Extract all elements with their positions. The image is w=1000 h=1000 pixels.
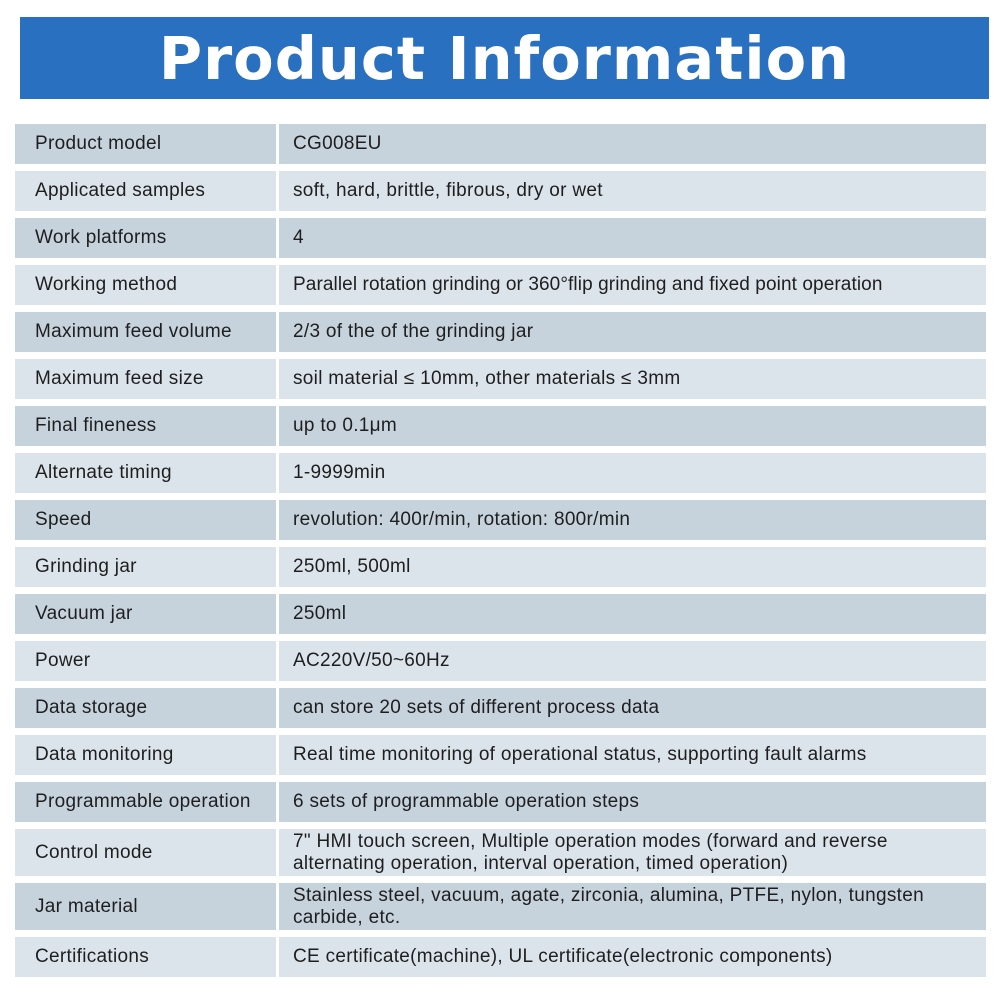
spec-value: can store 20 sets of different process data — [293, 697, 660, 718]
spec-value: AC220V/50~60Hz — [293, 650, 450, 671]
spec-value: Real time monitoring of operational status, supporting fault alarms — [293, 744, 867, 765]
spec-label: Speed — [15, 500, 279, 540]
spec-value: CE certificate(machine), UL certificate(electronic components) — [293, 946, 833, 967]
spec-label: Working method — [15, 265, 279, 305]
spec-row-working-method — [15, 265, 986, 305]
spec-value: 250ml — [293, 603, 347, 624]
spec-value: 2/3 of the of the grinding jar — [293, 321, 534, 342]
spec-row-grinding-jar — [15, 547, 986, 587]
spec-value: up to 0.1μm — [293, 415, 398, 436]
spec-row-jar-material — [15, 883, 986, 930]
spec-value: 4 — [293, 227, 304, 248]
spec-label: Vacuum jar — [15, 594, 279, 634]
spec-row-power — [15, 641, 986, 681]
spec-label: Data storage — [15, 688, 279, 728]
spec-label: Jar material — [15, 883, 279, 930]
spec-row-speed — [15, 500, 986, 540]
spec-row-final-fineness — [15, 406, 986, 446]
spec-label: Product model — [15, 124, 279, 164]
spec-value: Stainless steel, vacuum, agate, zirconia, alumina, PTFE, nylon, tungsten carbide, etc. — [293, 884, 924, 928]
spec-label: Power — [15, 641, 279, 681]
spec-label: Maximum feed size — [15, 359, 279, 399]
spec-label: Final fineness — [15, 406, 279, 446]
spec-label: Work platforms — [15, 218, 279, 258]
spec-label: Maximum feed volume — [15, 312, 279, 352]
spec-label: Programmable operation — [15, 782, 279, 822]
spec-table — [15, 124, 986, 984]
spec-value: CG008EU — [293, 133, 382, 154]
spec-label: Certifications — [15, 937, 279, 977]
spec-value: 6 sets of programmable operation steps — [293, 791, 640, 812]
spec-value: soil material ≤ 10mm, other materials ≤ 3mm — [293, 368, 681, 389]
spec-row-product-model — [15, 124, 986, 164]
spec-row-alternate-timing — [15, 453, 986, 493]
spec-row-control-mode — [15, 829, 986, 876]
spec-value: 7" HMI touch screen, Multiple operation modes (forward and reverse alternating operation, interval operation, timed operation) — [293, 830, 888, 874]
spec-row-work-platforms — [15, 218, 986, 258]
spec-row-vacuum-jar — [15, 594, 986, 634]
spec-label: Grinding jar — [15, 547, 279, 587]
page-title: Product Information — [158, 23, 851, 93]
spec-row-applicated-samples — [15, 171, 986, 211]
spec-value: soft, hard, brittle, fibrous, dry or wet — [293, 180, 603, 201]
spec-value: Parallel rotation grinding or 360°flip grinding and fixed point operation — [293, 274, 883, 295]
spec-row-programmable-operation — [15, 782, 986, 822]
spec-value: 1-9999min — [293, 462, 386, 483]
spec-label: Data monitoring — [15, 735, 279, 775]
spec-row-data-storage — [15, 688, 986, 728]
spec-label: Alternate timing — [15, 453, 279, 493]
title-banner — [20, 17, 989, 99]
spec-value: 250ml, 500ml — [293, 556, 411, 577]
spec-row-certifications — [15, 937, 986, 977]
spec-row-data-monitoring — [15, 735, 986, 775]
spec-value: revolution: 400r/min, rotation: 800r/min — [293, 509, 631, 530]
spec-label: Control mode — [15, 829, 279, 876]
spec-row-maximum-feed-size — [15, 359, 986, 399]
spec-label: Applicated samples — [15, 171, 279, 211]
spec-row-maximum-feed-volume — [15, 312, 986, 352]
